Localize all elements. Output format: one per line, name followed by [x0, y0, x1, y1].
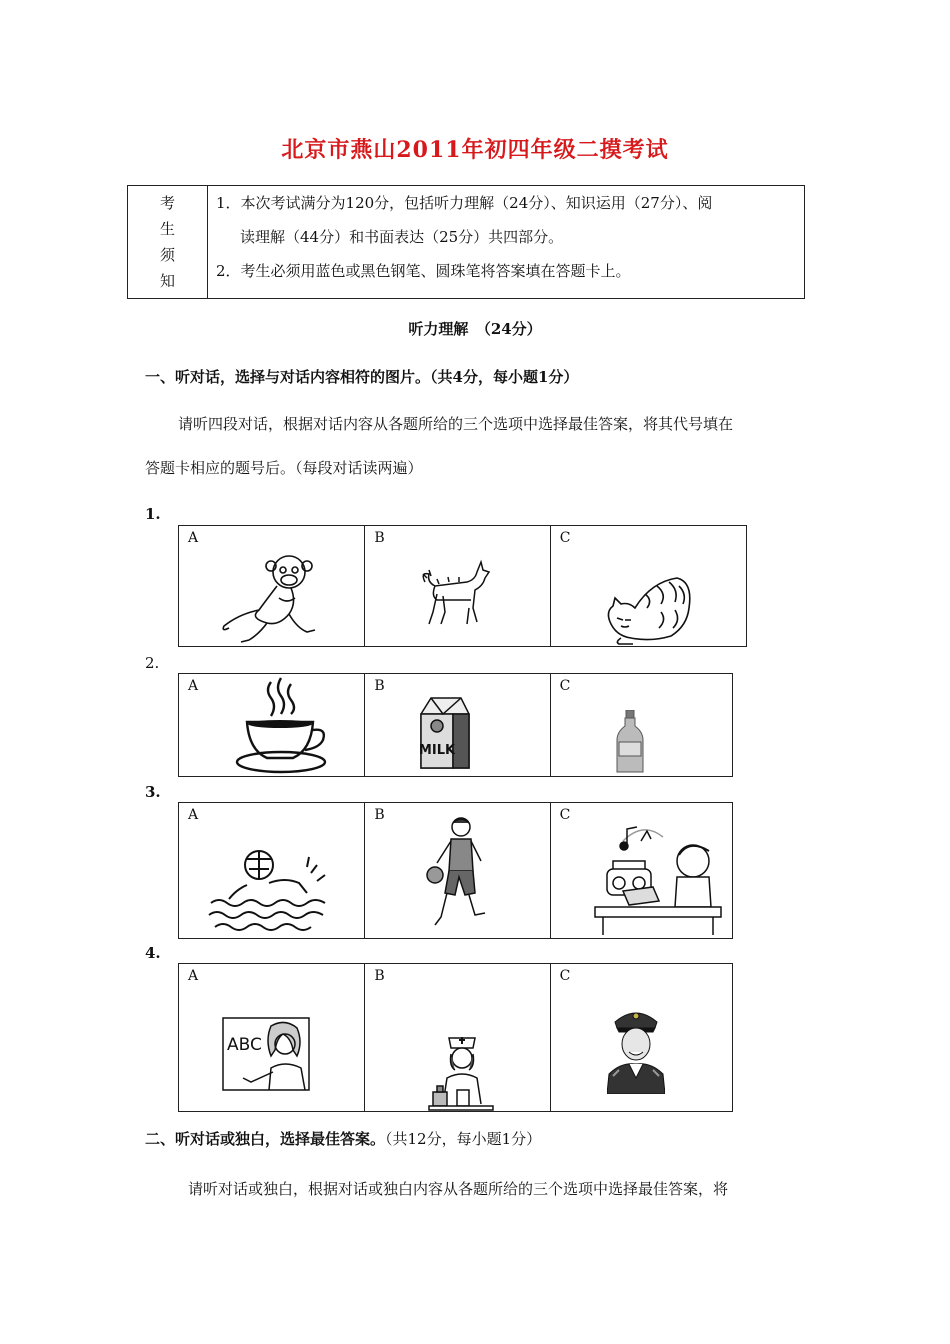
- notice-label-char: 知: [159, 272, 175, 290]
- milk-carton-icon: [413, 694, 473, 774]
- part1-instruction-line2: 答题卡相应的题号后。（每段对话读两遍）: [145, 459, 423, 477]
- cat-icon: [601, 564, 696, 646]
- question-number: 4.: [145, 944, 161, 962]
- question-number: 2.: [145, 654, 160, 672]
- question-number: 3.: [145, 783, 161, 801]
- option-label: B: [374, 807, 385, 823]
- option-a[interactable]: [179, 803, 365, 938]
- option-c[interactable]: [551, 674, 732, 776]
- question-4-options: [178, 963, 733, 1112]
- option-b[interactable]: [365, 803, 550, 938]
- notice-label: [128, 186, 208, 298]
- question-3-options: [178, 802, 733, 939]
- dog-icon: [415, 552, 495, 632]
- option-a[interactable]: [179, 964, 365, 1111]
- notice-line-1: 1．本次考试满分为120分，包括听力理解（24分）、知识运用（27分）、阅: [216, 194, 713, 212]
- notice-label-char: 生: [159, 220, 175, 238]
- notice-line-1b: 读理解（44分）和书面表达（25分）共四部分。: [240, 228, 564, 246]
- option-label: A: [188, 530, 199, 546]
- basketball-player-icon: [425, 813, 491, 935]
- question-number: 1.: [145, 505, 161, 523]
- option-b[interactable]: [365, 674, 550, 776]
- notice-label-char: 考: [159, 194, 175, 212]
- music-listening-icon: [593, 821, 725, 937]
- part2-heading-bold: 二、听对话或独白，选择最佳答案。: [145, 1130, 386, 1148]
- option-label: C: [559, 530, 571, 546]
- monkey-icon: [219, 548, 329, 646]
- option-label: A: [188, 678, 199, 694]
- police-officer-icon: [607, 1004, 665, 1094]
- coffee-cup-icon: [235, 676, 329, 776]
- section-title: 听力理解 （24分）: [408, 320, 542, 338]
- option-a[interactable]: [179, 526, 365, 646]
- option-c[interactable]: [551, 526, 746, 646]
- part1-heading: 一、听对话，选择与对话内容相符的图片。（共4分，每小题1分）: [145, 368, 579, 386]
- option-label: B: [374, 530, 385, 546]
- nurse-icon: [427, 1030, 497, 1112]
- option-label: B: [374, 968, 385, 984]
- question-1-options: [178, 525, 747, 647]
- exam-title: 北京市燕山2011年初四年级二摸考试: [281, 137, 669, 163]
- option-c[interactable]: [551, 803, 732, 938]
- part2-heading-score: （共12分，每小题1分）: [385, 1130, 542, 1148]
- notice-label-char: 须: [159, 246, 175, 264]
- board-label: ABC: [227, 1035, 262, 1055]
- teacher-icon: [221, 1016, 311, 1094]
- exam-notice-box: [127, 185, 805, 299]
- bottle-icon: [615, 710, 645, 774]
- swimming-icon: [207, 843, 329, 937]
- part2-instruction-line1: 请听对话或独白，根据对话或独白内容从各题所给的三个选项中选择最佳答案，将: [188, 1180, 729, 1198]
- milk-label: MILK: [419, 743, 456, 758]
- option-label: B: [374, 678, 385, 694]
- option-b[interactable]: [365, 526, 550, 646]
- option-label: C: [559, 678, 571, 694]
- option-b[interactable]: [365, 964, 550, 1111]
- option-c[interactable]: [551, 964, 732, 1111]
- part2-heading: [145, 1128, 541, 1149]
- option-a[interactable]: [179, 674, 365, 776]
- option-label: A: [188, 968, 199, 984]
- question-2-options: [178, 673, 733, 777]
- option-label: A: [188, 807, 199, 823]
- option-label: C: [559, 968, 571, 984]
- option-label: C: [559, 807, 571, 823]
- notice-line-2: 2．考生必须用蓝色或黑色钢笔、圆珠笔将答案填在答题卡上。: [216, 262, 631, 280]
- part1-instruction-line1: 请听四段对话，根据对话内容从各题所给的三个选项中选择最佳答案，将其代号填在: [178, 415, 734, 433]
- notice-body: [216, 192, 801, 294]
